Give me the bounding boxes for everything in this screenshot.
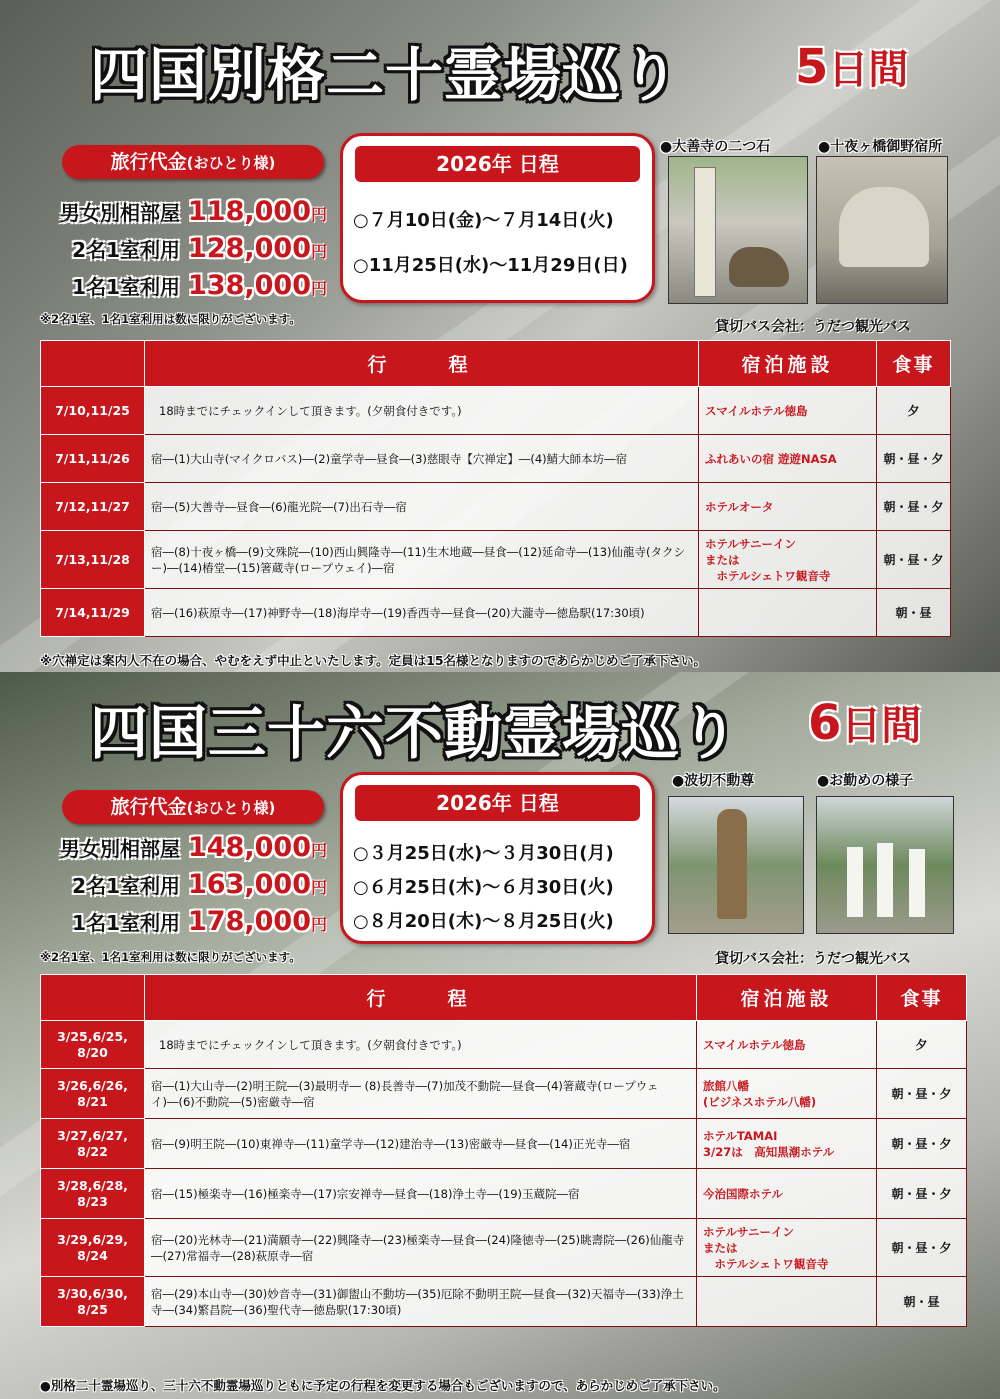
tour2-price-row: [30, 832, 327, 863]
row-date: 7/11,11/26: [41, 435, 145, 483]
header-meal: 食事: [877, 341, 951, 387]
row-date: 7/13,11/28: [41, 531, 145, 589]
tour1-itinerary-table: [40, 340, 951, 637]
tour1-days-number: 5: [795, 39, 829, 95]
row-hotel: 旅館八幡 (ビジネスホテル八幡): [697, 1069, 877, 1119]
price-label: 2名1室利用: [72, 238, 180, 262]
price-unit: 円: [310, 279, 327, 298]
row-route: 宿―(9)明王院―(10)東禅寺―(11)童学寺―(12)建治寺―(13)密厳寺―昼食―(14)正光寺―宿: [145, 1119, 697, 1169]
row-date: 3/30,6/30, 8/25: [41, 1277, 145, 1327]
photo-caption: ●波切不動尊: [672, 773, 755, 789]
table-row: [41, 483, 951, 531]
tour1-duration: [795, 38, 908, 95]
tour1-price-badge-label: 旅行代金: [110, 151, 187, 173]
header-date: [41, 341, 145, 387]
header-route: 行 程: [145, 975, 697, 1021]
row-route: 宿―(5)大善寺―昼食―(6)龍光院―(7)出石寺―宿: [145, 483, 699, 531]
row-meal: 朝・昼・夕: [877, 1119, 967, 1169]
schedule-date: ○６月25日(木)～６月30日(火): [353, 877, 614, 898]
photo-stone-statue: [816, 156, 948, 304]
price-value: 128,000: [188, 233, 311, 264]
tour1-footnote: ※穴禅定は案内人不在の場合、やむをえず中止といたします。定員は15名様となりますのであらかじめご了承下さい。: [40, 653, 707, 668]
price-value: 118,000: [188, 196, 311, 227]
tour1-price-badge: [62, 145, 324, 179]
photo-caption: ●大善寺の二つ石: [660, 139, 771, 155]
row-route: 宿―(15)極楽寺―(16)極楽寺―(17)宗安禅寺―昼食―(18)浄土寺―(19)玉蔵院―宿: [145, 1169, 697, 1219]
row-meal: 朝・昼・夕: [877, 483, 951, 531]
price-unit: 円: [310, 915, 327, 934]
row-route: 18時までにチェックインして頂きます。(夕朝食付きです。): [145, 1021, 697, 1069]
tour2-footnote: ●別格二十霊場巡り、三十六不動霊場巡りともに予定の行程を変更する場合もございますので、あらかじめご了承下さい。: [40, 1378, 726, 1393]
header-hotel: 宿泊施設: [699, 341, 877, 387]
price-unit: 円: [310, 242, 327, 261]
row-route: 宿―(16)萩原寺―(17)神野寺―(18)海岸寺―(19)香西寺―昼食―(20)大瀧寺―徳島駅(17:30頃): [145, 589, 699, 637]
row-hotel: ホテルサニーイン または ホテルシェトワ観音寺: [699, 531, 877, 589]
table-row: [41, 531, 951, 589]
tour2-price-row: [30, 869, 327, 900]
schedule-date: ○11月25日(水)～11月29日(日): [353, 255, 628, 276]
price-label: 1名1室利用: [72, 275, 180, 299]
row-date: 7/14,11/29: [41, 589, 145, 637]
row-hotel: [699, 589, 877, 637]
row-meal: 朝・昼・夕: [877, 531, 951, 589]
price-unit: 円: [310, 878, 327, 897]
row-route: 18時までにチェックインして頂きます。(夕朝食付きです。): [145, 387, 699, 435]
price-label: 男女別相部屋: [60, 837, 180, 861]
table-row: [41, 1069, 967, 1119]
row-hotel: ホテルTAMAI 3/27は 高知黒潮ホテル: [697, 1119, 877, 1169]
row-date: 7/12,11/27: [41, 483, 145, 531]
row-hotel: ホテルオータ: [699, 483, 877, 531]
table-row: [41, 1119, 967, 1169]
row-meal: 夕: [877, 1021, 967, 1069]
row-date: 3/26,6/26, 8/21: [41, 1069, 145, 1119]
photo-stone: [668, 156, 808, 304]
photo-caption: ●お勤めの様子: [817, 773, 914, 789]
tour2-itinerary-table: [40, 974, 967, 1327]
tour2-price-note: ※2名1室、1名1室利用は数に限りがございます。: [40, 950, 301, 964]
tour1-schedule-box: [340, 133, 655, 303]
table-row: [41, 589, 951, 637]
row-route: 宿―(8)十夜ヶ橋―(9)文殊院―(10)西山興隆寺―(11)生木地蔵―昼食―(12)延命寺―(13)仙龍寺(タクシー)―(14)椿堂―(15)箸蔵寺(ロープウェイ)―宿: [145, 531, 699, 589]
price-unit: 円: [310, 205, 327, 224]
row-route: 宿―(1)大山寺―(2)明王院―(3)最明寺― (8)長善寺―(7)加茂不動院―昼食―(4)箸蔵寺(ロープウェイ)―(6)不動院―(5)密厳寺―宿: [145, 1069, 697, 1119]
header-route: 行 程: [145, 341, 699, 387]
schedule-date: ○７月10日(金)～７月14日(火): [353, 210, 614, 231]
price-label: 1名1室利用: [72, 911, 180, 935]
tour1-price-badge-small: (おひとり様): [186, 154, 276, 172]
tour2-schedule-header: 2026年 日程: [355, 785, 640, 821]
price-value: 148,000: [188, 832, 311, 863]
row-route: 宿―(20)光林寺―(21)満願寺―(22)興隆寺―(23)極楽寺―昼食―(24)隆徳寺―(25)眺壽院―(26)仙龍寺―(27)常福寺―(28)萩原寺―宿: [145, 1219, 697, 1277]
row-hotel: スマイルホテル徳島: [697, 1021, 877, 1069]
row-meal: 夕: [877, 387, 951, 435]
tour2-days-unit: 日間: [841, 703, 922, 749]
row-meal: 朝・昼・夕: [877, 435, 951, 483]
photo-caption: ●十夜ヶ橋御野宿所: [818, 139, 943, 155]
table-row: [41, 1219, 967, 1277]
tour1-section: [0, 0, 1000, 672]
tour1-price-row: [30, 196, 327, 227]
tour1-price-row: [30, 233, 327, 264]
row-hotel: ふれあいの宿 遊遊NASA: [699, 435, 877, 483]
tour1-title: 四国別格二十霊場巡り: [90, 41, 681, 109]
table-row: [41, 387, 951, 435]
schedule-date: ○８月20日(木)～８月25日(火): [353, 911, 614, 932]
tour1-schedule-header: 2026年 日程: [355, 146, 640, 182]
tour2-price-row: [30, 906, 327, 937]
row-date: 3/29,6/29, 8/24: [41, 1219, 145, 1277]
tour2-price-badge: [62, 790, 324, 824]
row-hotel: 今治国際ホテル: [697, 1169, 877, 1219]
price-unit: 円: [310, 841, 327, 860]
row-meal: 朝・昼・夕: [877, 1169, 967, 1219]
table-row: [41, 1277, 967, 1327]
row-meal: 朝・昼: [877, 1277, 967, 1327]
tour1-price-note: ※2名1室、1名1室利用は数に限りがございます。: [40, 312, 301, 326]
photo-pilgrims: [816, 796, 954, 934]
table-row: [41, 1169, 967, 1219]
tour1-price-row: [30, 270, 327, 301]
tour2-duration: [808, 694, 921, 751]
row-meal: 朝・昼・夕: [877, 1069, 967, 1119]
row-route: 宿―(1)大山寺(マイクロバス)―(2)童学寺―昼食―(3)慈眼寺【穴禅定】―(4)鯖大師本坊―宿: [145, 435, 699, 483]
schedule-date: ○３月25日(水)～３月30日(月): [353, 843, 614, 864]
photo-fudo-statue: [668, 796, 804, 934]
tour2-days-number: 6: [808, 695, 842, 751]
price-label: 男女別相部屋: [60, 201, 180, 225]
tour1-days-unit: 日間: [828, 47, 909, 93]
tour2-section: [0, 672, 1000, 1399]
tour2-price-badge-small: (おひとり様): [186, 799, 276, 817]
row-meal: 朝・昼: [877, 589, 951, 637]
row-hotel: スマイルホテル徳島: [699, 387, 877, 435]
tour2-bus-company: 貸切バス会社：うだつ観光バス: [715, 951, 911, 967]
row-route: 宿―(29)本山寺―(30)妙音寺―(31)御盥山不動坊―(35)厄除不動明王院―昼食―(32)天福寺―(33)浄土寺―(34)繁昌院―(36)聖代寺―徳島駅(17:30頃): [145, 1277, 697, 1327]
row-date: 3/27,6/27, 8/22: [41, 1119, 145, 1169]
row-date: 7/10,11/25: [41, 387, 145, 435]
price-value: 138,000: [188, 270, 311, 301]
tour2-schedule-box: [340, 772, 655, 944]
table-row: [41, 1021, 967, 1069]
header-hotel: 宿泊施設: [697, 975, 877, 1021]
tour2-title: 四国三十六不動霊場巡り: [90, 699, 740, 767]
row-date: 3/25,6/25, 8/20: [41, 1021, 145, 1069]
row-meal: 朝・昼・夕: [877, 1219, 967, 1277]
tour2-price-badge-label: 旅行代金: [110, 796, 187, 818]
price-value: 178,000: [188, 906, 311, 937]
price-label: 2名1室利用: [72, 874, 180, 898]
tour1-bus-company: 貸切バス会社：うだつ観光バス: [715, 319, 911, 335]
header-meal: 食事: [877, 975, 967, 1021]
header-date: [41, 975, 145, 1021]
row-date: 3/28,6/28, 8/23: [41, 1169, 145, 1219]
row-hotel: [697, 1277, 877, 1327]
price-value: 163,000: [188, 869, 311, 900]
row-hotel: ホテルサニーイン または ホテルシェトワ観音寺: [697, 1219, 877, 1277]
table-row: [41, 435, 951, 483]
